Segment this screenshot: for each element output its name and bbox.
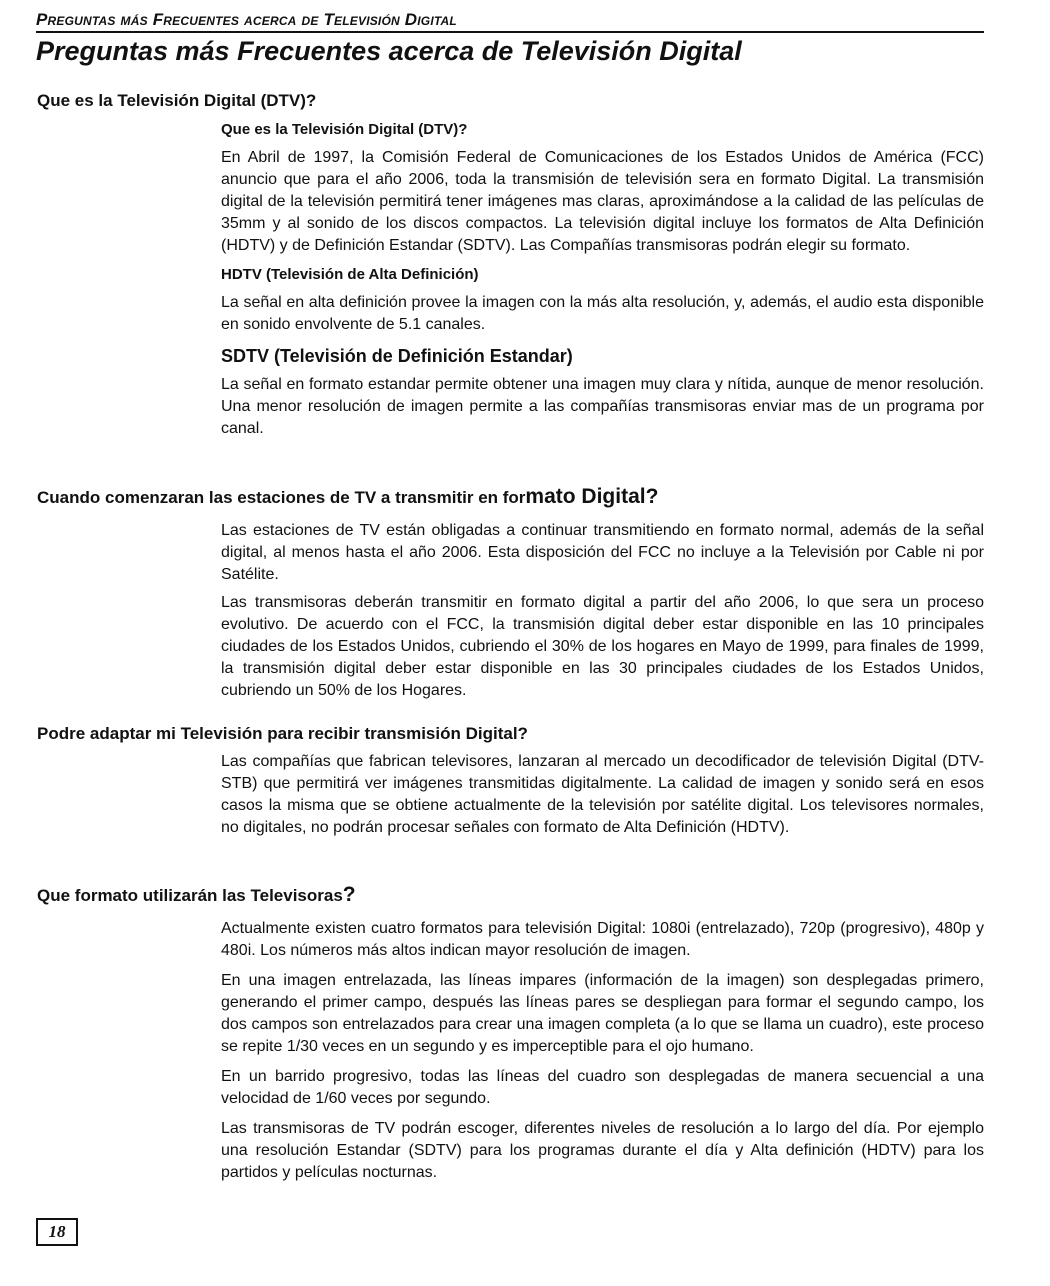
page-title: Preguntas más Frecuentes acerca de Televisión Digital (36, 36, 742, 66)
running-header: Preguntas más Frecuentes acerca de Televisión Digital (36, 10, 984, 33)
question-text: Cuando comenzaran las estaciones de TV a transmitir en for (37, 488, 526, 507)
answer-block-dtv (221, 120, 984, 440)
page-number: 18 (36, 1218, 78, 1246)
paragraph: En un barrido progresivo, todas las líneas del cuadro son desplegadas de manera secuencial a una velocidad de 1/60 veces por segundo. (221, 1068, 984, 1107)
paragraph: Las transmisoras deberán transmitir en formato digital a partir del año 2006, lo que sera un proceso evolutivo. De acuerdo con el FCC, la transmisión digital deber estar disponible en las 10 principales ciudades de los Estados Unidos, cubriendo el 30% de los hogares en Mayo de 1999, para finales de 1999, la transmisión digital deber estar disponible en las 30 principales ciudades de los Estados Unidos, cubriendo un 50% de los Hogares. (221, 594, 984, 699)
question-heading-formats (37, 884, 356, 907)
question-text: Que formato utilizarán las Televisoras (37, 886, 343, 905)
answer-block-formats (221, 918, 984, 1184)
paragraph: Actualmente existen cuatro formatos para televisión Digital: 1080i (entrelazado), 720p (progresivo), 480p y 480i. Los números más altos indican mayor resolución de imagen. (221, 920, 984, 959)
question-text-tail: ? (342, 883, 356, 906)
paragraph: La señal en formato estandar permite obtener una imagen muy clara y nítida, aunque de menor resolución. Una menor resolución de imagen permite a las compañías transmisoras enviar mas de un programa por canal. (221, 376, 984, 437)
answer-block-start-date (221, 520, 984, 702)
subheading-dtv: Que es la Televisión Digital (DTV)? (221, 121, 468, 138)
paragraph: Las compañías que fabrican televisores, lanzaran al mercado un decodificador de televisión Digital (DTV-STB) que permitirá ver imágenes transmitidas digitalmente. La calidad de imagen y sonido será en esos casos la misma que se obtiene actualmente de la televisión por satélite digital. Los televisores normales, no digitales, no podrán procesar señales con formato de Alta Definición (HDTV). (221, 753, 984, 836)
paragraph: En una imagen entrelazada, las líneas impares (información de la imagen) son desplegadas primero, generando el primer campo, después las líneas pares se despliegan para formar el segundo campo, los dos campos son entrelazados para crear una imagen completa (a lo que se llama un cuadro), este proceso se repite 1/30 veces en un segundo y es imperceptible para el ojo humano. (221, 972, 984, 1055)
paragraph: Las estaciones de TV están obligadas a continuar transmitiendo en formato normal, además de la señal digital, al menos hasta el año 2006. Esta disposición del FCC no incluye a la Televisión por Cable ni por Satélite. (221, 522, 984, 583)
paragraph: Las transmisoras de TV podrán escoger, diferentes niveles de resolución a lo largo del día. Por ejemplo una resolución Estandar (SDTV) para los programas durante el día y Alta definición (HDTV) para los partidos y películas nocturnas. (221, 1120, 984, 1181)
subheading-hdtv: HDTV (Televisión de Alta Definición) (221, 266, 479, 283)
question-heading-dtv: Que es la Televisión Digital (DTV)? (37, 91, 317, 110)
question-heading-adapt-tv: Podre adaptar mi Televisión para recibir transmisión Digital? (37, 724, 528, 743)
paragraph: La señal en alta definición provee la imagen con la más alta resolución, y, además, el audio esta disponible en sonido envolvente de 5.1 canales. (221, 294, 984, 333)
paragraph: En Abril de 1997, la Comisión Federal de Comunicaciones de los Estados Unidos de América (FCC) anuncio que para el año 2006, toda la transmisión de televisión sera en formato Digital. La transmisión digital de la televisión permitirá tener imágenes mas claras, aproximándose a la calidad de las películas de 35mm y al sonido de los discos compactos. La televisión digital incluye los formatos de Alta Definición (HDTV) y de Definición Estandar (SDTV). Las Compañías transmisoras podrán elegir su formato. (221, 149, 984, 254)
subheading-sdtv: SDTV (Televisión de Definición Estandar) (221, 346, 573, 366)
answer-block-adapt-tv (221, 751, 984, 839)
question-heading-start-date (37, 486, 658, 509)
question-text-tail: mato Digital? (525, 485, 659, 508)
